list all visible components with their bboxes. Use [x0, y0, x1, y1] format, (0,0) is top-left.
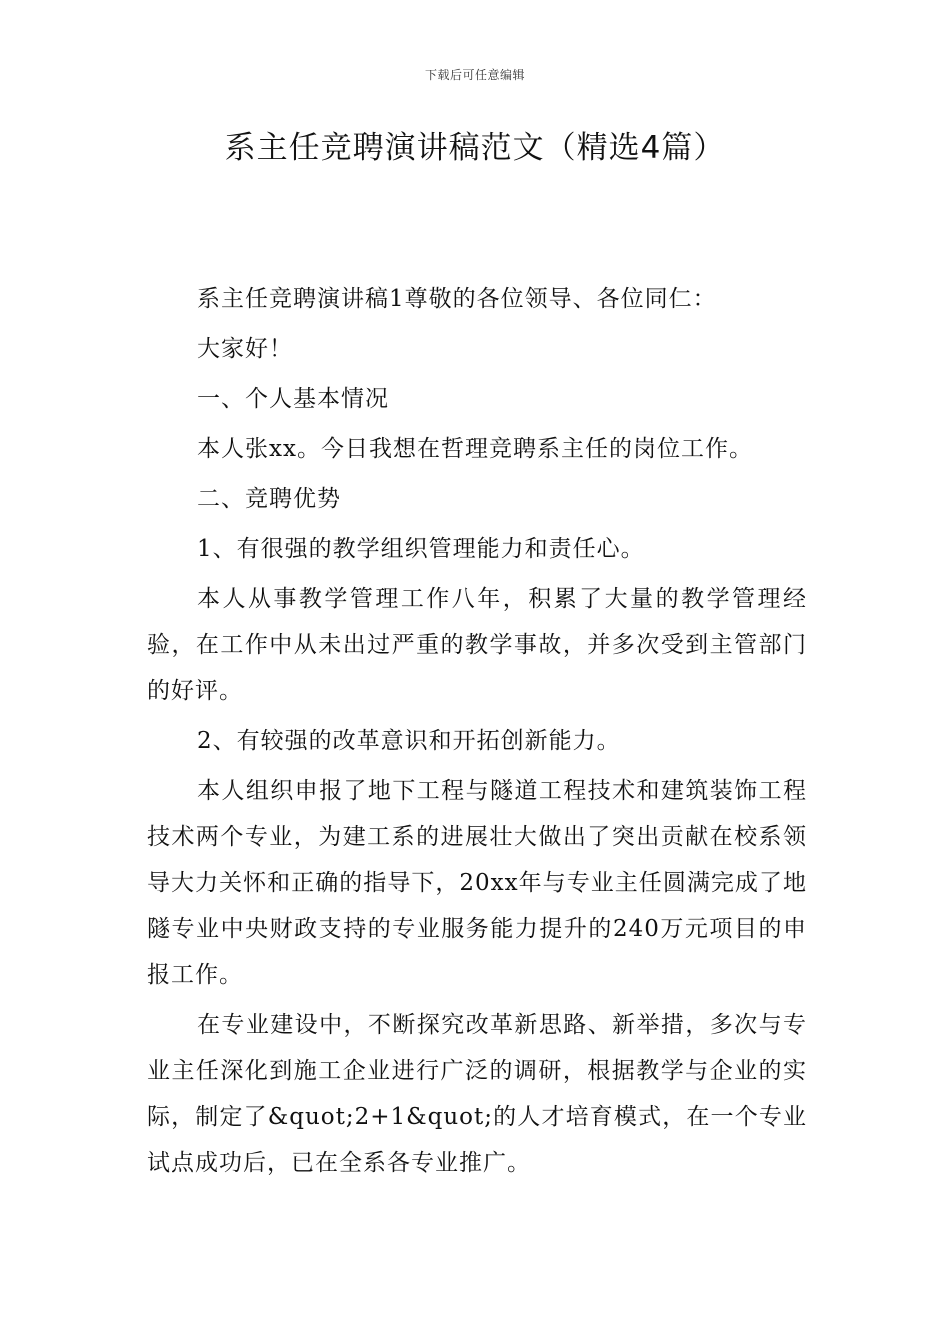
paragraph: 2、有较强的改革意识和开拓创新能力。 [197, 728, 621, 754]
page-title: 系主任竞聘演讲稿范文（精选4篇） [224, 130, 726, 166]
paragraph: 本人从事教学管理工作八年，积累了大量的教学管理经验，在工作中从未出过严重的教学事故，并多次受到主管部门的好评。 [147, 586, 807, 704]
paragraph: 本人张xx。今日我想在哲理竞聘系主任的岗位工作。 [197, 436, 753, 462]
paragraph: 系主任竞聘演讲稿1尊敬的各位领导、各位同仁： [197, 286, 717, 312]
paragraph: 在专业建设中，不断探究改革新思路、新举措，多次与专业主任深化到施工企业进行广泛的调研，根据教学与企业的实际，制定了&quot;2+1&quot;的人才培育模式，在一个专业试点成功后，已在全系各专业推广。 [147, 1012, 807, 1176]
paragraph: 1、有很强的教学组织管理能力和责任心。 [197, 536, 645, 562]
document-body [147, 276, 807, 1186]
paragraph: 二、竞聘优势 [197, 486, 341, 512]
paragraph: 大家好！ [197, 336, 293, 362]
paragraph: 一、个人基本情况 [197, 386, 389, 412]
paragraph: 本人组织申报了地下工程与隧道工程技术和建筑装饰工程技术两个专业，为建工系的进展壮大做出了突出贡献在校系领导大力关怀和正确的指导下，20xx年与专业主任圆满完成了地隧专业中央财政支持的专业服务能力提升的240万元项目的申报工作。 [147, 778, 807, 988]
header-note: 下载后可任意编辑 [424, 68, 525, 82]
